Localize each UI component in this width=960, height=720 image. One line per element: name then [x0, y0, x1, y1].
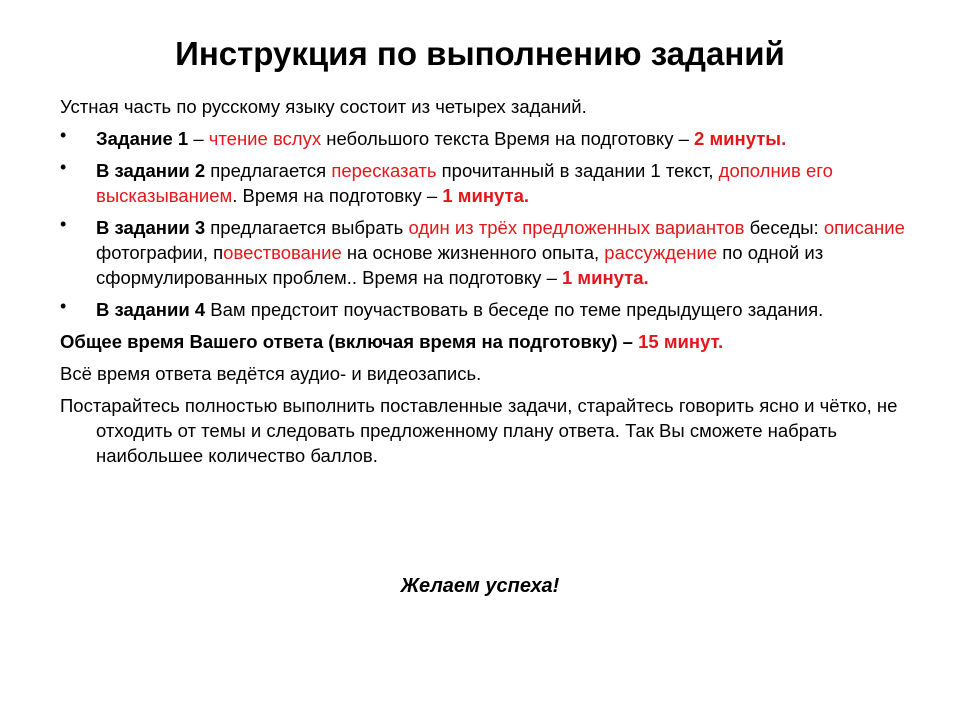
task-2-label: В задании 2	[96, 160, 206, 181]
advice-text	[60, 393, 910, 468]
task-3-text-2: беседы:	[744, 217, 824, 238]
recording-note	[60, 361, 910, 386]
task-1-label: Задание 1	[96, 128, 189, 149]
advice-label: Постарайтесь полностью выполнить поставленные задачи, старайтесь говорить ясно и чётко, не отходить от темы и следовать предложенному плану ответа. Так Вы сможете набрать наибольшее количество баллов.	[60, 395, 898, 466]
task-1-text: небольшого текста Время на подготовку –	[321, 128, 695, 149]
task-1-dash: –	[188, 128, 209, 149]
good-luck-wish: Желаем успеха!	[400, 575, 560, 597]
task-2-highlight-1: пересказать	[331, 160, 437, 181]
task-3-item	[60, 215, 910, 290]
task-3-label: В задании 3	[96, 217, 206, 238]
task-1-item	[60, 126, 910, 151]
task-2-text-2: прочитанный в задании 1 текст,	[436, 160, 719, 181]
task-3-text-5: по одной из сформулированных проблем.. Время на подготовку –	[96, 242, 824, 288]
bullet-icon: •	[60, 125, 67, 145]
task-3-time: 1 минута.	[562, 267, 649, 288]
total-time	[60, 329, 910, 354]
intro-text	[60, 94, 910, 119]
total-time-text: Общее время Вашего ответа (включая время на подготовку) –	[60, 331, 639, 352]
task-3-text-4: на основе жизненного опыта,	[341, 242, 605, 263]
task-3-text-1: предлагается выбрать	[205, 217, 409, 238]
task-3-highlight-2: описание	[823, 217, 905, 238]
task-3-text-3: фотографии, п	[96, 242, 224, 263]
task-4-label: В задании 4	[96, 299, 206, 320]
instructions-body	[60, 94, 910, 475]
task-2-text-1: предлагается	[205, 160, 332, 181]
slide-title: Инструкция по выполнению заданий	[175, 35, 785, 72]
bullet-icon: •	[60, 214, 67, 234]
task-3-highlight-1: один из трёх предложенных вариантов	[408, 217, 745, 238]
bullet-icon: •	[60, 296, 67, 316]
task-4-text: Вам предстоит поучаствовать в беседе по теме предыдущего задания.	[205, 299, 824, 320]
task-2-highlight-2: дополнив его высказыванием	[96, 160, 833, 206]
task-3-highlight-3: овествование	[223, 242, 342, 263]
task-1-time: 2 минуты.	[694, 128, 787, 149]
task-1-highlight: чтение вслух	[208, 128, 322, 149]
intro-label: Устная часть по русскому языку состоит из четырех заданий.	[60, 96, 587, 117]
task-2-time: 1 минута.	[442, 185, 530, 206]
task-3-highlight-4: рассуждение	[604, 242, 718, 263]
task-2-item	[60, 158, 910, 208]
recording-text: Всё время ответа ведётся аудио- и видеозапись.	[60, 363, 482, 384]
task-2-text-3: . Время на подготовку –	[232, 185, 443, 206]
bullet-icon: •	[60, 157, 67, 177]
total-time-value: 15 минут.	[638, 331, 724, 352]
task-4-item	[60, 297, 910, 322]
